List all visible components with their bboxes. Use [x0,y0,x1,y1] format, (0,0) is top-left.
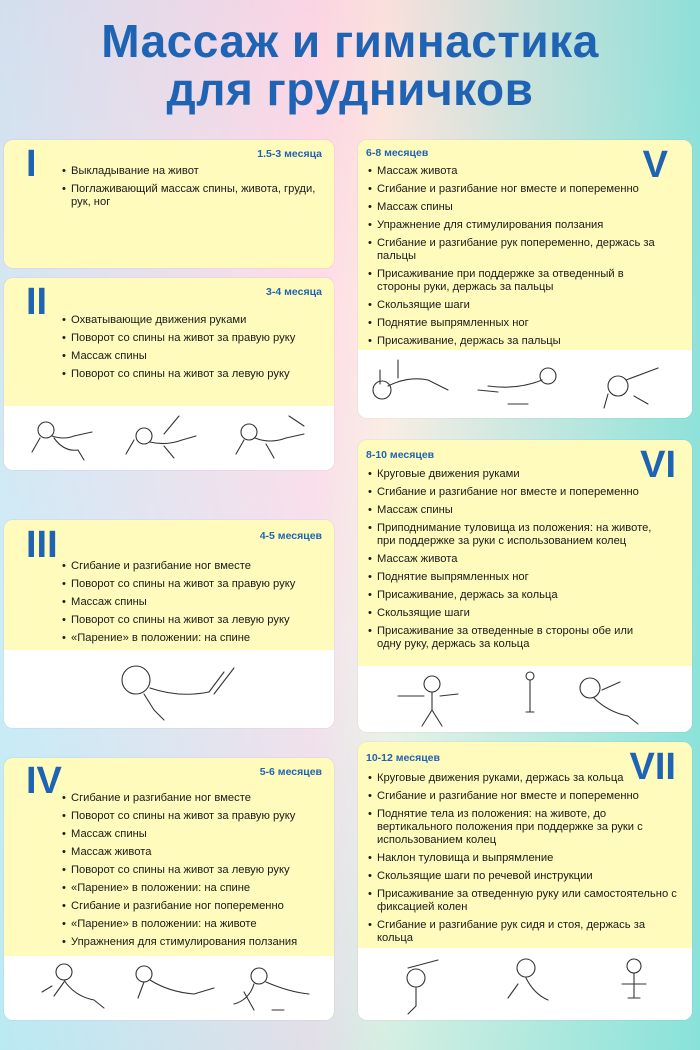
exercise-illustration [358,666,692,732]
stage-card-2 [4,278,334,470]
stage-age: 1.5-3 месяца [257,148,322,160]
list-item: • Присаживание за отведенную руку или самостоятельно с фиксацией колен [368,888,678,914]
stage-card-5 [358,140,692,418]
stage-numeral: IV [26,760,62,802]
exercise-illustration [4,406,334,470]
list-item: • Присаживание при поддержке за отведенный в стороны руки, держась за пальцы [368,268,658,294]
list-item: • Поворот со спины на живот за левую руку [62,368,327,381]
stage-numeral: VI [640,444,676,486]
stage-numeral: III [26,524,58,566]
list-item: • Приподнимание туловища из положения: на животе, при поддержке за руки с использованием колец [368,522,658,548]
list-item: • Массаж живота [368,165,658,178]
list-item: • Выкладывание на живот [62,165,322,178]
list-item: • Поворот со спины на живот за правую руку [62,332,327,345]
stage-age: 6-8 месяцев [366,147,429,159]
list-item: • Круговые движения руками [368,468,658,481]
stage-numeral: I [26,143,37,185]
list-item: • Скользящие шаги [368,607,658,620]
list-item: • Сгибание и разгибание ног вместе [62,792,332,805]
poster-title [0,15,700,115]
list-item: • Сгибание и разгибание рук сидя и стоя, держась за кольца [368,919,678,945]
list-item: • Сгибание и разгибание ног вместе и попеременно [368,183,658,196]
stage-age: 4-5 месяцев [259,530,322,542]
stage-numeral: VII [629,746,676,788]
exercise-illustration [4,956,334,1020]
list-item: • Поднятие выпрямленных ног [368,317,658,330]
stage-numeral: V [642,144,668,186]
baby-illustration-icon [358,666,692,732]
exercise-list [368,165,658,353]
stage-card-4 [4,758,334,1020]
baby-illustration-icon [4,406,334,470]
stage-age: 3-4 месяца [266,286,322,298]
exercise-illustration [358,948,692,1020]
stage-numeral: II [26,281,48,323]
stage-card-1 [4,140,334,268]
baby-illustration-icon [4,650,334,728]
exercise-list [62,314,327,386]
list-item: • Сгибание и разгибание рук попеременно, держась за пальцы [368,237,658,263]
title-line-2: для грудничков [166,63,534,115]
list-item: • Присаживание, держась за пальцы [368,335,658,348]
exercise-list [368,468,658,656]
stage-age: 5-6 месяцев [259,766,322,778]
stage-age: 10-12 месяцев [366,752,440,764]
stage-card-6 [358,440,692,732]
list-item: • «Парение» в положении: на животе [62,918,332,931]
list-item: • Наклон туловища и выпрямление [368,852,678,865]
list-item: • Массаж спины [62,350,327,363]
baby-illustration-icon [358,350,692,418]
exercise-list [62,165,322,214]
list-item: • Массаж спины [368,504,658,517]
list-item: • Массаж спины [62,596,327,609]
list-item: • Охватывающие движения руками [62,314,327,327]
list-item: • Присаживание, держась за кольца [368,589,658,602]
list-item: • Сгибание и разгибание ног вместе [62,560,327,573]
exercise-list [368,772,678,950]
stage-age: 8-10 месяцев [366,449,435,461]
list-item: • Поворот со спины на живот за правую руку [62,810,332,823]
list-item: • Скользящие шаги по речевой инструкции [368,870,678,883]
stage-card-3 [4,520,334,728]
exercise-list [62,560,327,650]
list-item: • Присаживание за отведенные в стороны обе или одну руку, держась за кольца [368,625,658,651]
list-item: • Упражнения для стимулирования ползания [62,936,332,949]
exercise-illustration [358,350,692,418]
exercise-list [62,792,332,954]
list-item: • Массаж живота [368,553,658,566]
list-item: • Массаж спины [62,828,332,841]
list-item: • Сгибание и разгибание ног попеременно [62,900,332,913]
list-item: • Поворот со спины на живот за правую руку [62,578,327,591]
stage-card-7 [358,742,692,1020]
list-item: • «Парение» в положении: на спине [62,632,327,645]
list-item: • Массаж живота [62,846,332,859]
list-item: • Сгибание и разгибание ног вместе и попеременно [368,790,678,803]
list-item: • Скользящие шаги [368,299,658,312]
list-item: • Массаж спины [368,201,658,214]
baby-illustration-icon [4,956,334,1020]
list-item: • Поворот со спины на живот за левую руку [62,614,327,627]
list-item: • Упражнение для стимулирования ползания [368,219,658,232]
list-item: • «Парение» в положении: на спине [62,882,332,895]
title-line-1: Массаж и гимнастика [101,15,599,67]
list-item: • Поднятие тела из положения: на животе, до вертикального положения при поддержке за руки с использованием колец [368,808,678,847]
exercise-illustration [4,650,334,728]
baby-illustration-icon [358,948,692,1020]
list-item: • Сгибание и разгибание ног вместе и попеременно [368,486,658,499]
list-item: • Поглаживающий массаж спины, живота, груди, рук, ног [62,183,322,209]
list-item: • Круговые движения руками, держась за кольца [368,772,678,785]
list-item: • Поднятие выпрямленных ног [368,571,658,584]
list-item: • Поворот со спины на живот за левую руку [62,864,332,877]
